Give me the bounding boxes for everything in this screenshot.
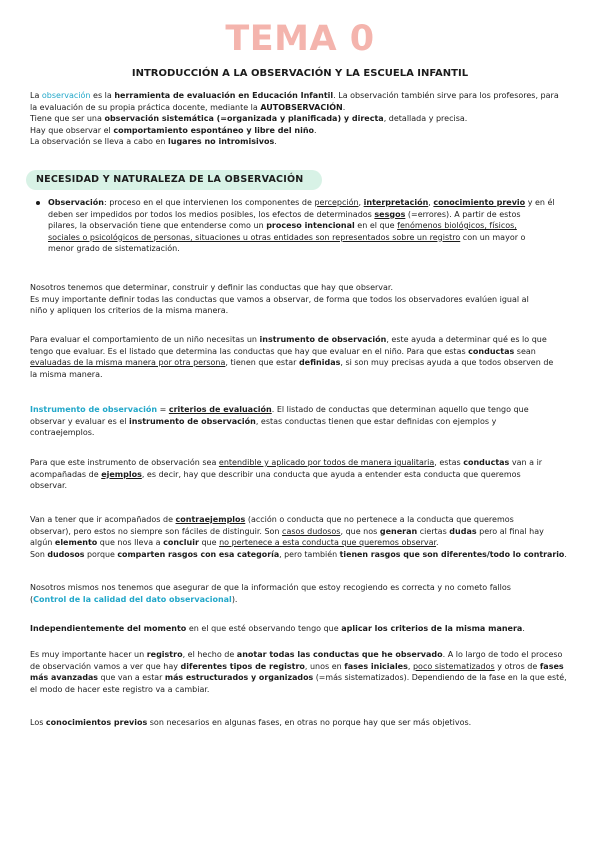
text-line: Los conocimientos previos son necesarios en algunas fases, en otras no porque hay que ser más objetivos. — [30, 718, 472, 727]
text-line: Nosotros mismos nos tenemos que asegurar de que la información que estoy recogiendo es correcta y no cometo fallos — [30, 583, 511, 592]
text-line: (Control de la calidad del dato observacional). — [30, 594, 238, 604]
text-line: La observación es la herramienta de evaluación en Educación Infantil. La observación también sirve para los profesores, para — [30, 91, 559, 100]
page-title: TEMA 0 — [225, 19, 375, 59]
text-line: deben ser impedidos por todos los medios posibles, los efectos de determinados sesgos (=errores). A partir de estos — [48, 209, 521, 219]
text-line: Nosotros tenemos que determinar, construir y definir las conductas que hay que observar. — [30, 283, 394, 292]
text-line: algún elemento que nos lleva a concluir que no pertenece a esta conducta que queremos observar. — [30, 538, 439, 547]
text-line: observar y evaluar es el instrumento de observación, estas conductas tienen que estar definidas con ejemplos y — [30, 416, 497, 426]
paragraph — [30, 649, 572, 695]
text-line: observar. — [30, 481, 68, 490]
section-heading — [26, 170, 322, 190]
paragraph — [30, 457, 572, 492]
page-subtitle: INTRODUCCIÓN A LA OBSERVACIÓN Y LA ESCUELA INFANTIL — [131, 68, 469, 79]
paragraph — [30, 514, 572, 560]
bullet-icon — [36, 201, 40, 205]
text-line: Es muy importante definir todas las conductas que vamos a observar, de forma que todos los observadores evalúen igual al — [30, 294, 529, 304]
paragraph — [30, 334, 572, 380]
text-line: Para evaluar el comportamiento de un niño necesitas un instrumento de observación, este ayuda a determinar qué es lo que — [30, 335, 547, 344]
text-line: La observación se lleva a cabo en lugares no intromisivos. — [30, 137, 277, 146]
text-line: Es muy importante hacer un registro, el hecho de anotar todas las conductas que he observado. A lo largo de todo el proceso — [30, 650, 563, 659]
text-line: Observación: proceso en el que intervienen los componentes de percepción, interpretación, conocimiento previo y en él — [48, 198, 555, 207]
text-line: más avanzadas que van a estar más estructurados y organizados (=más sistematizados). Dependiendo de la fase en la que esté, — [30, 673, 567, 682]
text-line: tengo que evaluar. Es el listado que determina las conductas que hay que evaluar en el niño. Para que estas conductas sean — [30, 346, 536, 356]
text-line: Van a tener que ir acompañados de contraejemplos (acción o conducta que no pertenece a la conducta que queremos — [30, 515, 514, 524]
text-line: sociales o psicológicos de personas, situaciones u otras entidades son representados sobre un registro con un mayor o — [48, 232, 526, 242]
text-line: acompañadas de ejemplos, es decir, hay que describir una conducta que ayuda a entender esta conducta que queremos — [30, 469, 521, 479]
text-line: la misma manera. — [30, 369, 103, 379]
text-line: evaluadas de la misma manera por otra persona, tienen que estar definidas, si son muy precisas ayuda a que todos observen de — [30, 358, 554, 367]
text-line: Instrumento de observación = criterios de evaluación. El listado de conductas que determinan aquello que tengo que — [30, 405, 529, 414]
paragraph — [30, 282, 572, 317]
text-line: Para que este instrumento de observación sea entendible y aplicado por todos de manera igualitaria, estas conductas van a ir — [30, 458, 543, 467]
text-line: niño y apliquen los criterios de la misma manera. — [30, 306, 229, 315]
text-line: de observación vamos a ver que hay diferentes tipos de registro, unos en fases iniciales, poco sistematizados y otros de fases — [30, 661, 564, 671]
text-line: el modo de hacer este registro va a cambiar. — [30, 684, 210, 694]
text-line: contraejemplos. — [30, 428, 95, 437]
paragraph — [30, 582, 572, 605]
text-line: pilares, la observación tiene que entenderse como un proceso intencional en el que fenómenos biológicos, físicos, — [48, 221, 517, 230]
text-line: Hay que observar el comportamiento espontáneo y libre del niño. — [30, 125, 317, 135]
intro-paragraph — [30, 90, 572, 148]
text-line: Tiene que ser una observación sistemática (=organizada y planificada) y directa, detallada y precisa. — [30, 114, 468, 123]
paragraph — [30, 404, 572, 439]
section-heading-text: NECESIDAD Y NATURALEZA DE LA OBSERVACIÓN — [36, 174, 304, 185]
bullet-paragraph — [48, 197, 572, 255]
text-line: menor grado de sistematización. — [48, 244, 180, 253]
text-line: Independientemente del momento en el que esté observando tengo que aplicar los criterios de la misma manera. — [30, 624, 525, 633]
paragraph — [30, 623, 572, 635]
text-line: observar), pero estos no siempre son fáciles de distinguir. Son casos dudosos, que nos generan ciertas dudas pero al final hay — [30, 526, 544, 536]
text-line: Son dudosos porque comparten rasgos con esa categoría, pero también tienen rasgos que son diferentes/todo lo contrario. — [30, 549, 567, 559]
text-line: la evaluación de su propia práctica docente, mediante la AUTOBSERVACIÓN. — [30, 102, 346, 112]
paragraph — [30, 717, 572, 729]
